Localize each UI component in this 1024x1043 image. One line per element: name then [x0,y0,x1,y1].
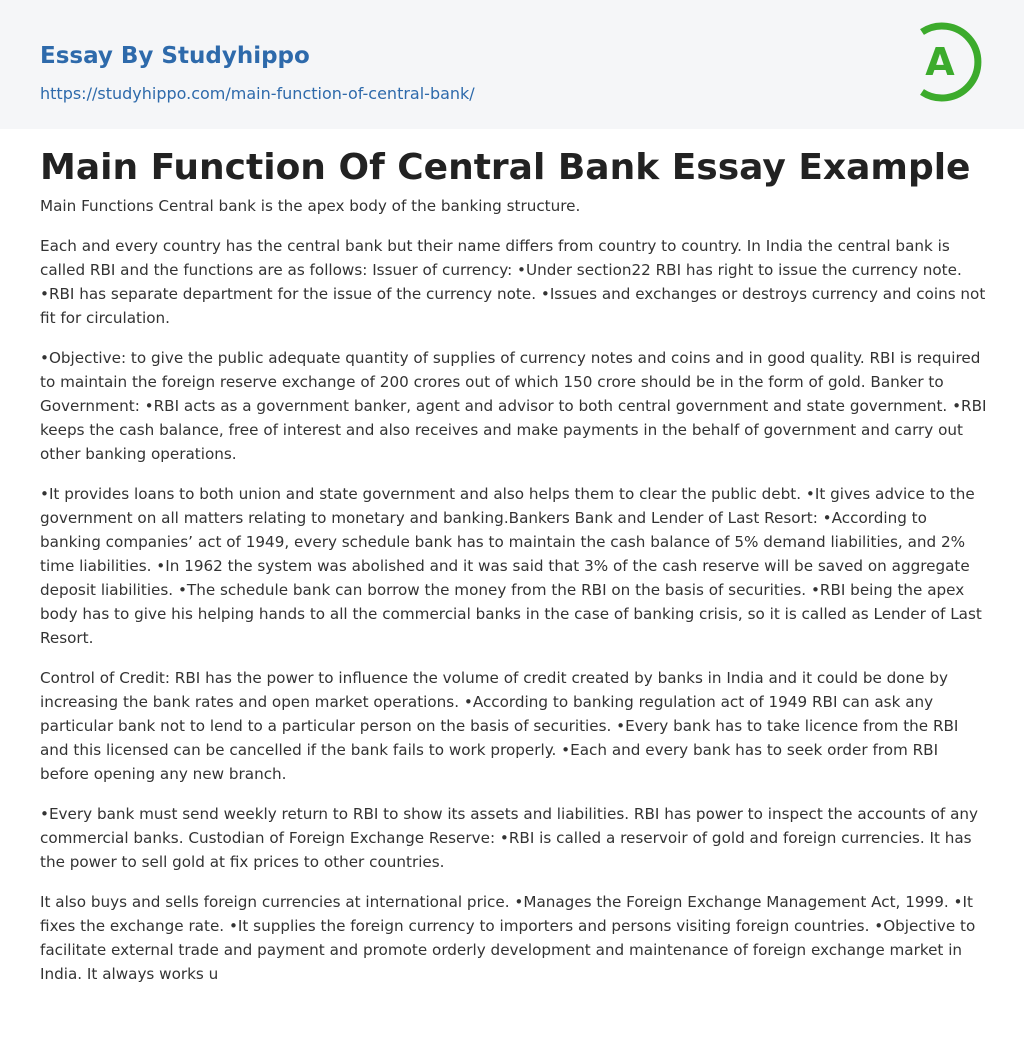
essay-paragraph: Main Functions Central bank is the apex body of the banking structure. [40,197,581,215]
studyhippo-logo-icon[interactable] [912,20,986,104]
site-brand[interactable]: Essay By Studyhippo [40,43,310,69]
essay-paragraph: •Objective: to give the public adequate quantity of supplies of currency notes and coins and in good quality. RBI is required to maintain the foreign reserve exchange of 200 crores out of which 150 crore should be in the form of gold. Banker to Government: •RBI acts as a government banker, agent and advisor to both central government and state government. •RBI keeps the cash balance, free of interest and also receives and make payments in the behalf of government and carry out other banking operations. [40,349,987,463]
essay-paragraph: •It provides loans to both union and state government and also helps them to clear the public debt. •It gives advice to the government on all matters relating to monetary and banking.Bankers Bank and Lender of Last Resort: •According to banking companies’ act of 1949, every schedule bank has to maintain the cash balance of 5% demand liabilities, and 2% time liabilities. •In 1962 the system was abolished and it was said that 3% of the cash reserve will be saved on aggregate deposit liabilities. •The schedule bank can borrow the money from the RBI on the basis of securities. •RBI being the apex body has to give his helping hands to all the commercial banks in the case of banking crisis, so it is called as Lender of Last Resort. [40,485,982,647]
logo-letter: A [925,40,955,84]
essay-paragraph: Each and every country has the central bank but their name differs from country to country. In India the central bank is called RBI and the functions are as follows: Issuer of currency: •Under section22 RBI has right to issue the currency note. •RBI has separate department for the issue of the currency note. •Issues and exchanges or destroys currency and coins not fit for circulation. [40,237,986,327]
essay-paragraph: It also buys and sells foreign currencies at international price. •Manages the Foreign Exchange Management Act, 1999. •It fixes the exchange rate. •It supplies the foreign currency to importers and persons visiting foreign countries. •Objective to facilitate external trade and payment and promote orderly development and maintenance of foreign exchange market in India. It always works u [40,893,976,983]
page-url-link[interactable]: https://studyhippo.com/main-function-of-central-bank/ [40,84,475,103]
site-header [0,0,1024,129]
essay-paragraph: Control of Credit: RBI has the power to influence the volume of credit created by banks in India and it could be done by increasing the bank rates and open market operations. •According to banking regulation act of 1949 RBI can ask any particular bank not to lend to a particular person on the basis of securities. •Every bank has to take licence from the RBI and this licensed can be cancelled if the bank fails to work properly. •Each and every bank has to seek order from RBI before opening any new branch. [40,669,959,783]
essay-paragraph: •Every bank must send weekly return to RBI to show its assets and liabilities. RBI has power to inspect the accounts of any commercial banks. Custodian of Foreign Exchange Reserve: •RBI is called a reservoir of gold and foreign currencies. It has the power to sell gold at fix prices to other countries. [40,805,978,871]
essay-title: Main Function Of Central Bank Essay Example [40,147,971,188]
essay-body [40,194,988,1002]
